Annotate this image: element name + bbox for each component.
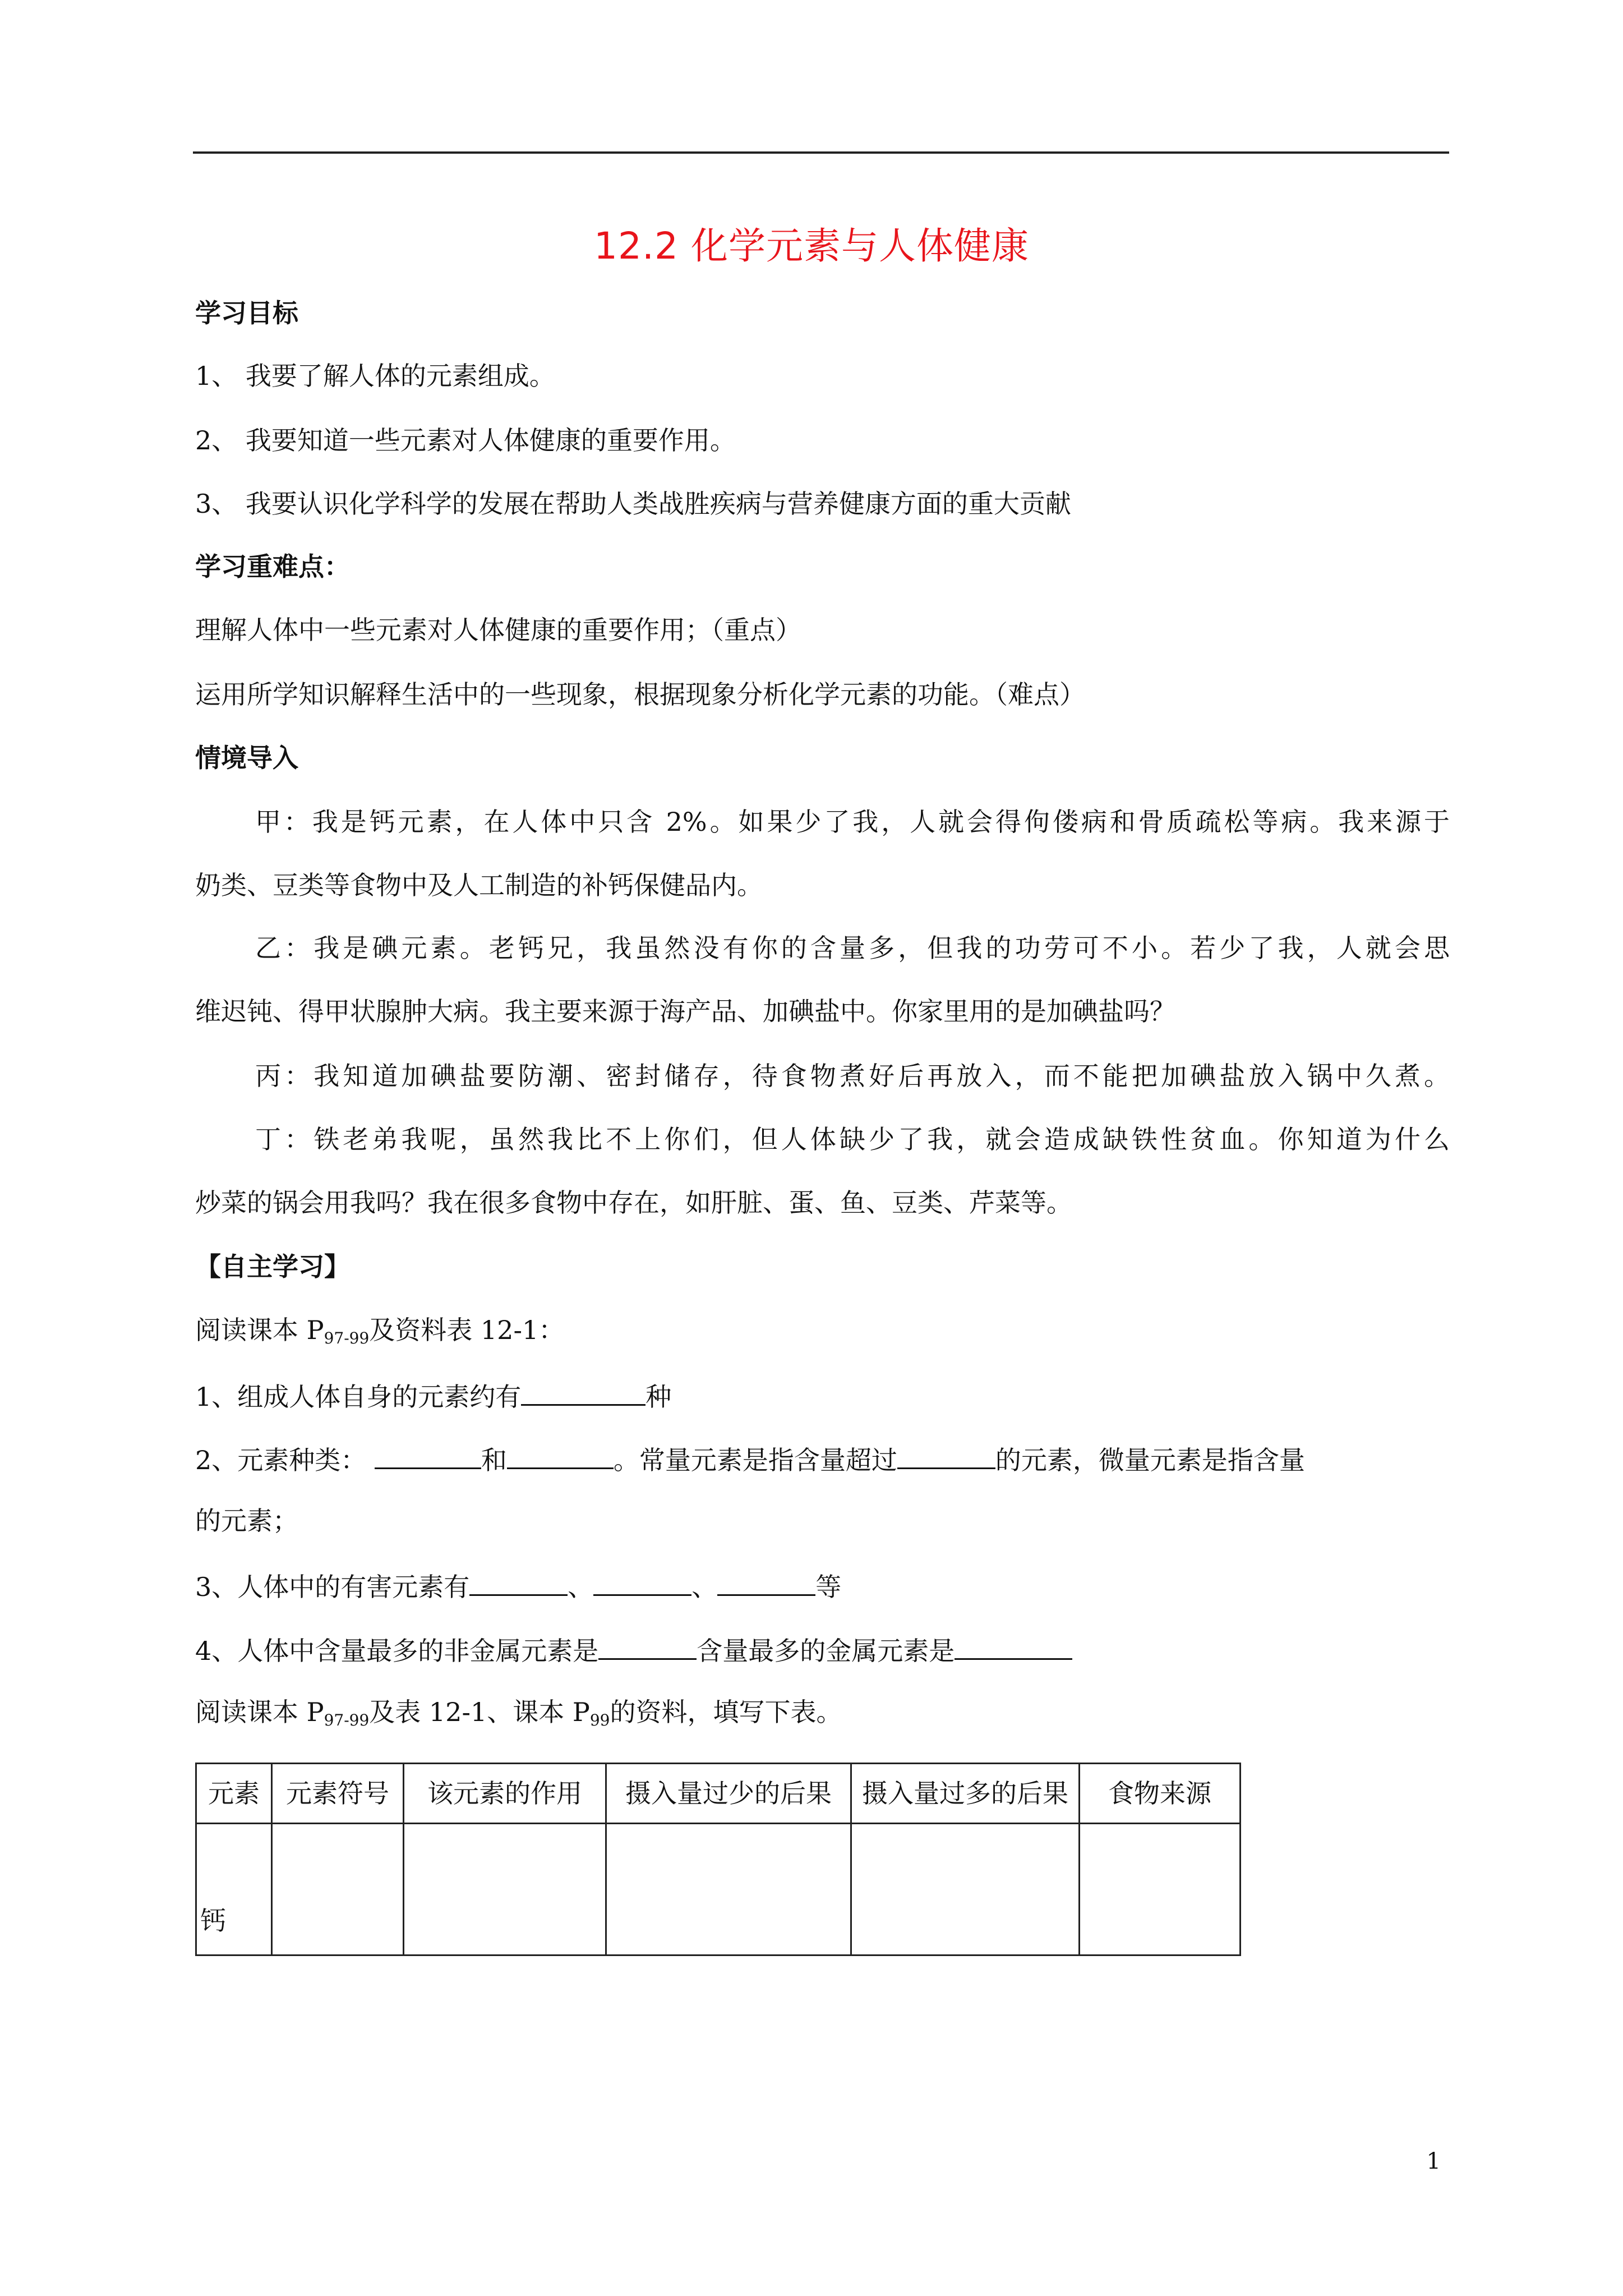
- answer-blank[interactable]: [375, 1441, 481, 1469]
- answer-blank[interactable]: [598, 1631, 697, 1660]
- table-instruction: 阅读课本 $P_{97-99}$及表 12-1、课本 $P_{99}$的资料，填写下表。: [195, 1697, 842, 1729]
- question-3: 3、人体中的有害元素有 、 、 等: [195, 1567, 841, 1604]
- table-cell-input[interactable]: [606, 1824, 851, 1955]
- table-cell-input[interactable]: [1080, 1824, 1241, 1955]
- answer-blank[interactable]: [469, 1567, 568, 1596]
- answer-blank[interactable]: [593, 1567, 691, 1596]
- table-cell-input[interactable]: [272, 1824, 404, 1955]
- question-1: 1、组成人体自身的元素约有 种: [195, 1377, 671, 1414]
- page-title: 12.2 化学元素与人体健康: [594, 224, 1029, 268]
- dialogue-line: 丙：我知道加碘盐要防潮、密封储存，待食物煮好后再放入，而不能把加碘盐放入锅中久煮。: [255, 1061, 1450, 1091]
- answer-blank[interactable]: [897, 1441, 995, 1469]
- answer-blank[interactable]: [507, 1441, 614, 1469]
- table-header-row: [196, 1764, 1241, 1824]
- element-table: [195, 1763, 1241, 1956]
- table-row: [196, 1824, 1241, 1955]
- answer-blank[interactable]: [521, 1377, 645, 1406]
- question-2-cont: 的元素；: [195, 1506, 298, 1536]
- question-2: 2、元素种类： 和 。常量元素是指含量超过 的元素，微量元素是指含量: [195, 1441, 1305, 1477]
- table-header-cell: 食物来源: [1080, 1764, 1241, 1824]
- table-header-cell: 摄入量过少的后果: [606, 1764, 851, 1824]
- dialogue-line: 炒菜的锅会用我吗？我在很多食物中存在，如肝脏、蛋、鱼、豆类、芹菜等。: [195, 1188, 1072, 1218]
- dialogue-line: 维迟钝、得甲状腺肿大病。我主要来源于海产品、加碘盐中。你家里用的是加碘盐吗？: [195, 996, 1175, 1027]
- scenario-heading: 情境导入: [195, 743, 298, 773]
- key-point-item: 运用所学知识解释生活中的一些现象，根据现象分析化学元素的功能。（难点）: [195, 679, 1085, 710]
- objective-item: 3、 我要认识化学科学的发展在帮助人类战胜疾病与营养健康方面的重大贡献: [195, 489, 1071, 519]
- answer-blank[interactable]: [955, 1631, 1072, 1660]
- objectives-heading: 学习目标: [195, 298, 298, 328]
- answer-blank[interactable]: [717, 1567, 815, 1596]
- table-header-cell: 元素符号: [272, 1764, 404, 1824]
- key-point-item: 理解人体中一些元素对人体健康的重要作用；（重点）: [195, 615, 801, 645]
- table-cell-input[interactable]: [851, 1824, 1080, 1955]
- question-4: 4、人体中含量最多的非金属元素是 含量最多的金属元素是: [195, 1631, 1072, 1668]
- objective-item: 1、 我要了解人体的元素组成。: [195, 361, 555, 391]
- table-cell-element: 钙: [196, 1824, 272, 1955]
- key-points-heading: 学习重难点：: [195, 551, 350, 582]
- self-study-heading: 【自主学习】: [195, 1251, 350, 1282]
- table-header-cell: 元素: [196, 1764, 272, 1824]
- header-rule: [193, 151, 1449, 154]
- dialogue-line: 丁：铁老弟我呢，虽然我比不上你们，但人体缺少了我，就会造成缺铁性贫血。你知道为什么: [255, 1124, 1450, 1154]
- table-cell-input[interactable]: [404, 1824, 606, 1955]
- dialogue-line: 奶类、豆类等食物中及人工制造的补钙保健品内。: [195, 870, 763, 900]
- page-number: 1: [1426, 2148, 1441, 2174]
- dialogue-line: 乙：我是碘元素。老钙兄，我虽然没有你的含量多，但我的功劳可不小。若少了我，人就会思: [255, 933, 1450, 963]
- table-header-cell: 该元素的作用: [404, 1764, 606, 1824]
- dialogue-line: 甲：我是钙元素，在人体中只含 2%。如果少了我，人就会得佝偻病和骨质疏松等病。我来源于: [255, 807, 1450, 837]
- objective-item: 2、 我要知道一些元素对人体健康的重要作用。: [195, 425, 736, 455]
- reading-instruction: 阅读课本 $P_{97-99}$及资料表 12-1：: [195, 1315, 565, 1347]
- table-header-cell: 摄入量过多的后果: [851, 1764, 1080, 1824]
